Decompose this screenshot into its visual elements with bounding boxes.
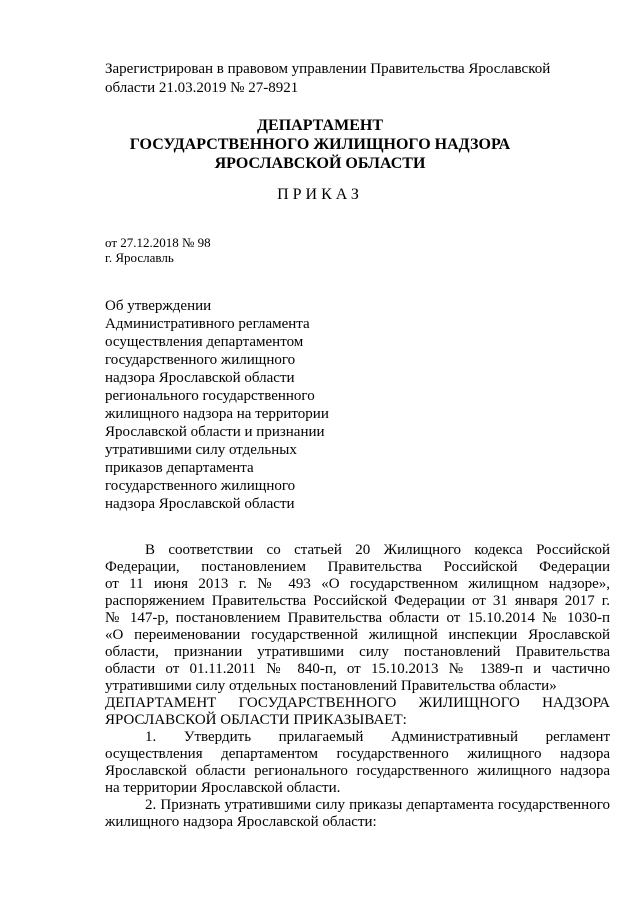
subject-line: надзора Ярославской области <box>105 370 295 386</box>
subject-line: утратившими силу отдельных <box>105 442 297 458</box>
city: г. Ярославль <box>105 250 174 265</box>
body-line: области, признании утратившими силу постановлений Правительства <box>105 644 610 660</box>
body-line: 1. Утвердить прилагаемый Административный регламент <box>145 729 610 745</box>
department-title-line-1: ДЕПАРТАМЕНТ <box>257 117 383 134</box>
subject-line: жилищного надзора на территории <box>105 406 329 422</box>
body-line: утратившими силу отдельных постановлений Правительства области» <box>105 678 557 694</box>
department-title-line-3: ЯРОСЛАВСКОЙ ОБЛАСТИ <box>214 155 426 172</box>
department-title-line-2: ГОСУДАРСТВЕННОГО ЖИЛИЩНОГО НАДЗОРА <box>129 136 511 153</box>
body-line: осуществления департаментом государственного жилищного надзора <box>105 746 610 762</box>
subject-line: регионального государственного <box>105 388 315 404</box>
date-number: от 27.12.2018 № 98 <box>105 235 211 250</box>
body-line: Ярославской области регионального государственного жилищного надзора <box>105 763 610 779</box>
body-line: области от 01.11.2011 № 840-п, от 15.10.2013 № 1389-п и частично <box>105 661 610 677</box>
subject-line: Административного регламента <box>105 316 310 332</box>
body-line: распоряжением Правительства Российской Федерации от 31 января 2017 г. <box>105 593 610 609</box>
body-line: № 147-р, постановлением Правительства области от 15.10.2014 № 1030-п <box>105 610 610 626</box>
body-line: от 11 июня 2013 г. № 493 «О государственном жилищном надзоре», <box>105 576 610 592</box>
registration-line-1: Зарегистрирован в правовом управлении Правительства Ярославской <box>105 61 551 77</box>
subject-line: государственного жилищного <box>105 478 296 494</box>
subject-line: приказов департамента <box>105 460 254 476</box>
document-type: ПРИКАЗ <box>277 186 363 203</box>
body-line: «О переименовании государственной жилищной инспекции Ярославской <box>105 627 610 643</box>
subject-line: государственного жилищного <box>105 352 296 368</box>
subject-line: надзора Ярославской области <box>105 496 295 512</box>
body-line: жилищного надзора Ярославской области: <box>105 814 377 830</box>
body-line: 2. Признать утратившими силу приказы департамента государственного <box>145 797 610 813</box>
registration-line-2: области 21.03.2019 № 27-8921 <box>105 80 299 96</box>
body-line: на территории Ярославской области. <box>105 780 341 796</box>
body-line: ДЕПАРТАМЕНТ ГОСУДАРСТВЕННОГО ЖИЛИЩНОГО НАДЗОРА <box>105 695 610 711</box>
subject-line: Ярославской области и признании <box>105 424 325 440</box>
body-line: В соответствии со статьей 20 Жилищного кодекса Российской <box>145 542 610 558</box>
subject-line: Об утверждении <box>105 298 212 314</box>
body-line: ЯРОСЛАВСКОЙ ОБЛАСТИ ПРИКАЗЫВАЕТ: <box>105 712 407 728</box>
body-line: Федерации, постановлением Правительства Российской Федерации <box>105 559 610 575</box>
subject-line: осуществления департаментом <box>105 334 304 350</box>
